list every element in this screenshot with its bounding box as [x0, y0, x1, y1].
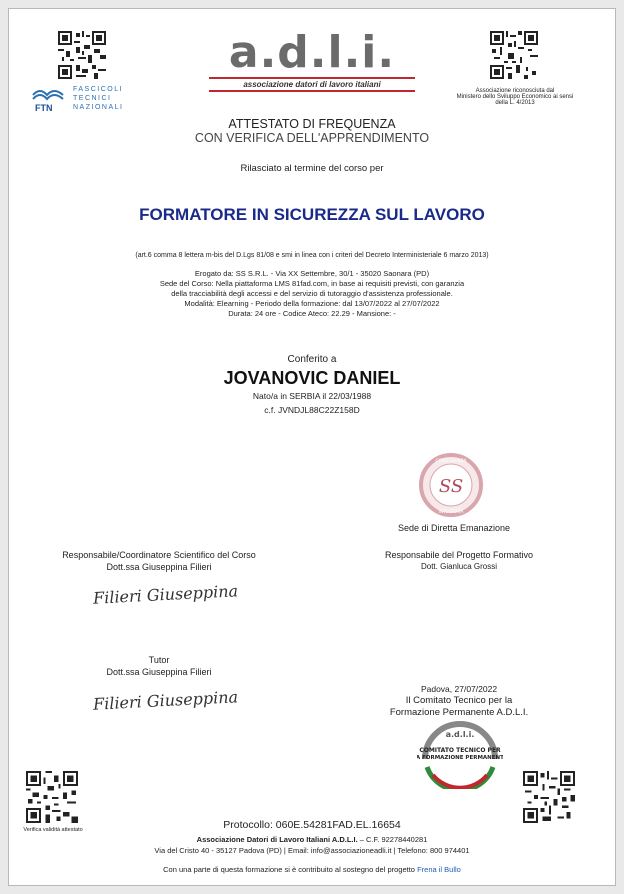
association-name: Associazione Datori di Lavoro Italiani A.D.L.I. — [196, 835, 358, 844]
bottom-right-qr-code — [523, 771, 575, 823]
association-address: Via del Cristo 40 - 35127 Padova (PD) | Email: info@associazioneadli.it | Telefono: 800 974401 — [154, 846, 470, 855]
conferito-label: Conferito a — [287, 354, 337, 365]
adli-logo-letters: a.d.l.i. — [228, 27, 396, 78]
scientific-coordinator — [29, 549, 289, 573]
top-left-qr-code — [58, 31, 106, 79]
stamp-line2: LA FORMAZIONE PERMANENTE — [417, 755, 503, 761]
recipient-name: JOVANOVIC DANIEL — [223, 368, 401, 388]
stamp-line1: COMITATO TECNICO PER — [419, 747, 501, 754]
verify-qr-caption: Verifica validità attestato — [23, 827, 83, 833]
course-title: FORMATORE IN SICUREZZA SUL LAVORO — [139, 205, 485, 224]
contribution-line — [9, 865, 615, 874]
frena-il-bullo-link[interactable]: Frena il Bullo — [417, 865, 461, 874]
seal-caption: Sede di Diretta Emanazione — [397, 523, 511, 533]
detail-erogato: Erogato da: SS S.R.L. - Via XX Settembre, 30/1 - 35020 Saonara (PD) — [194, 269, 430, 278]
ftn-waves-icon — [31, 85, 65, 101]
project-manager-name: Dott. Gianluca Grossi — [420, 562, 498, 571]
association-line — [9, 835, 615, 844]
recipient-birth: Nato/a in SERBIA il 22/03/1988 — [252, 391, 372, 401]
verify-qr-code[interactable] — [26, 771, 78, 823]
stamp-top-text: a.d.l.i. — [445, 730, 475, 739]
seal-ring-top: CONSULENZA — [435, 459, 467, 464]
recognition-line2: Ministero dello Sviluppo Economico ai sensi — [456, 94, 574, 100]
top-right-qr-code — [490, 31, 538, 79]
tutor-signature: Filieri Giuseppina — [92, 687, 239, 714]
recipient-fiscal-code: c.f. JVNDJL88C22Z158D — [264, 405, 360, 415]
scientific-coordinator-role: Responsabile/Coordinatore Scientifico del Corso — [62, 550, 256, 560]
project-manager-role: Responsabile del Progetto Formativo — [384, 550, 534, 560]
comitato-line1: Il Comitato Tecnico per la — [405, 695, 513, 706]
recognition-line3: della L. 4/2013 — [495, 100, 535, 106]
ftn-line1: FASCICOLI — [73, 86, 124, 93]
attestato-title: ATTESTATO DI FREQUENZA — [228, 117, 396, 131]
recognition-line1: Associazione riconosciuta dal — [475, 88, 555, 94]
ftn-line2: TECNICI — [73, 95, 112, 102]
comitato-line2: Formazione Permanente A.D.L.I. — [389, 707, 529, 718]
tutor-role: Tutor — [148, 655, 170, 665]
protocollo: Protocollo: 060E.54281FAD.EL.16654 — [223, 819, 401, 831]
detail-modalita: Modalità: Elearning - Periodo della formazione: dal 13/07/2022 al 27/07/2022 — [184, 299, 440, 308]
tutor-name: Dott.ssa Giuseppina Filieri — [106, 667, 212, 677]
consulenza-seal — [419, 453, 483, 517]
certificate-page — [8, 8, 616, 886]
contribution-text: Con una parte di questa formazione si è contribuito al sostegno del progetto — [163, 865, 418, 874]
project-manager — [349, 549, 569, 573]
adli-logo-underline — [209, 90, 415, 92]
comitato-place-date: Padova, 27/07/2022 — [420, 684, 498, 694]
detail-durata: Durata: 24 ore - Codice Ateco: 22.29 - Mansione: - — [228, 309, 396, 318]
seal-letters: SS — [438, 476, 464, 497]
comitato-block — [349, 683, 569, 719]
attestato-subtitle: CON VERIFICA DELL'APPRENDIMENTO — [194, 131, 430, 145]
comitato-stamp — [417, 719, 503, 789]
seal-ring-bottom: INTEGRATA — [438, 510, 464, 515]
scientific-coordinator-name: Dott.ssa Giuseppina Filieri — [106, 562, 212, 572]
tutor-block — [29, 654, 289, 678]
scientific-coordinator-signature: Filieri Giuseppina — [92, 581, 239, 608]
legal-reference: (art.6 comma 8 lettera m-bis del D.Lgs 81/08 e smi in linea con i criteri del Decreto Interministeriale 6 marzo 2013) — [135, 252, 489, 259]
rilasciato-text: Rilasciato al termine del corso per — [240, 163, 384, 174]
adli-logo-subtitle: associazione datori di lavoro italiani — [209, 77, 415, 89]
ftn-abbr: FTN — [35, 103, 53, 113]
detail-sede: Sede del Corso: Nella piattaforma LMS 81fad.com, in base ai requisiti previsti, con garanzia — [159, 279, 465, 288]
recognition-note — [455, 88, 575, 106]
association-cf: – C.F. 92278440281 — [357, 835, 428, 844]
course-details — [9, 269, 615, 319]
ftn-line3: NAZIONALI — [73, 104, 124, 111]
adli-logo — [209, 27, 415, 92]
detail-tracciabilita: della tracciabilità degli accessi e del servizio di tutoraggio d'assistenza professionale. — [171, 289, 453, 298]
